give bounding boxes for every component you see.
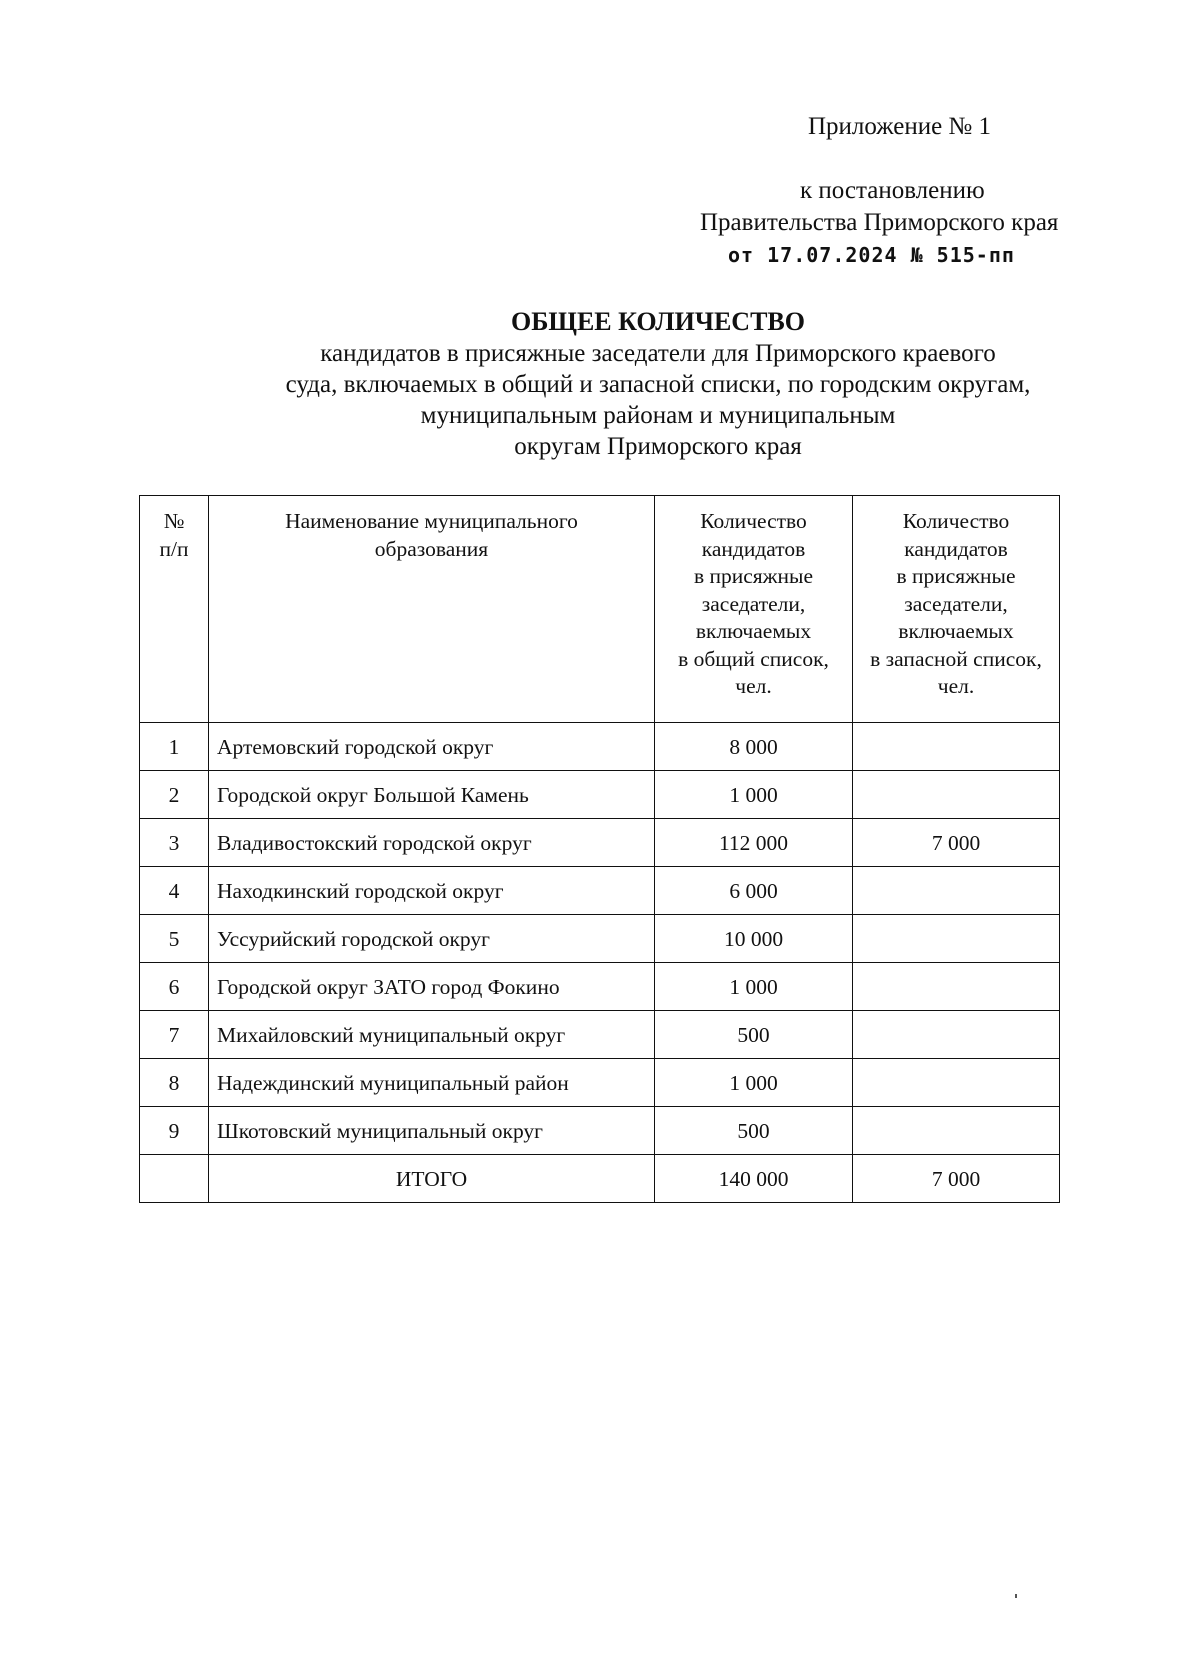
row-name: Михайловский муниципальный округ	[209, 1011, 655, 1059]
row-name: Надеждинский муниципальный район	[209, 1059, 655, 1107]
total-general: 140 000	[655, 1155, 853, 1203]
row-num: 9	[140, 1107, 209, 1155]
row-general: 8 000	[655, 723, 853, 771]
table-row	[140, 771, 1060, 819]
table-row	[140, 915, 1060, 963]
row-num: 3	[140, 819, 209, 867]
row-name: Находкинский городской округ	[209, 867, 655, 915]
row-reserve	[853, 1059, 1060, 1107]
header-num: № п/п	[140, 496, 209, 723]
table-row	[140, 723, 1060, 771]
row-general: 1 000	[655, 771, 853, 819]
subtitle-line: муниципальным районам и муниципальным	[420, 402, 896, 429]
row-name: Городской округ ЗАТО город Фокино	[209, 963, 655, 1011]
row-name: Городской округ Большой Камень	[209, 771, 655, 819]
row-general: 500	[655, 1107, 853, 1155]
row-name: Артемовский городской округ	[209, 723, 655, 771]
row-num: 4	[140, 867, 209, 915]
scan-speck	[1015, 1594, 1017, 1598]
header-reserve: Количество кандидатов в присяжные заседатели, включаемых в запасной список, чел.	[853, 496, 1060, 723]
row-num: 1	[140, 723, 209, 771]
row-reserve	[853, 723, 1060, 771]
row-num: 7	[140, 1011, 209, 1059]
row-reserve	[853, 915, 1060, 963]
header-name: Наименование муниципального образования	[209, 496, 655, 723]
table-row	[140, 1107, 1060, 1155]
row-general: 6 000	[655, 867, 853, 915]
row-general: 1 000	[655, 963, 853, 1011]
appendix-label: Приложение № 1	[808, 113, 992, 140]
row-reserve	[853, 963, 1060, 1011]
table-header-row	[140, 496, 1060, 723]
row-general: 500	[655, 1011, 853, 1059]
row-reserve	[853, 1107, 1060, 1155]
decree-reference: к постановлению	[800, 177, 985, 204]
decree-date-number: от 17.07.2024 № 515-пп	[728, 243, 1015, 267]
row-reserve	[853, 771, 1060, 819]
table-row	[140, 867, 1060, 915]
subtitle-line: кандидатов в присяжные заседатели для Приморского краевого	[320, 340, 996, 367]
row-name: Владивостокский городской округ	[209, 819, 655, 867]
row-name: Шкотовский муниципальный округ	[209, 1107, 655, 1155]
row-general: 10 000	[655, 915, 853, 963]
document-subtitle	[200, 338, 1116, 462]
government-name: Правительства Приморского края	[700, 209, 1059, 236]
row-general: 112 000	[655, 819, 853, 867]
row-general: 1 000	[655, 1059, 853, 1107]
row-reserve	[853, 867, 1060, 915]
table-row	[140, 819, 1060, 867]
table-row	[140, 1011, 1060, 1059]
total-reserve: 7 000	[853, 1155, 1060, 1203]
row-num: 8	[140, 1059, 209, 1107]
total-label: ИТОГО	[209, 1155, 655, 1203]
document-title: ОБЩЕЕ КОЛИЧЕСТВО	[511, 307, 805, 336]
total-row	[140, 1155, 1060, 1203]
total-num	[140, 1155, 209, 1203]
candidates-table	[139, 495, 1060, 1203]
row-num: 2	[140, 771, 209, 819]
table-row	[140, 1059, 1060, 1107]
subtitle-line: округам Приморского края	[514, 433, 802, 460]
row-name: Уссурийский городской округ	[209, 915, 655, 963]
row-reserve	[853, 1011, 1060, 1059]
row-num: 6	[140, 963, 209, 1011]
row-reserve: 7 000	[853, 819, 1060, 867]
subtitle-line: суда, включаемых в общий и запасной списки, по городским округам,	[285, 371, 1031, 398]
table-row	[140, 963, 1060, 1011]
row-num: 5	[140, 915, 209, 963]
header-general: Количество кандидатов в присяжные заседатели, включаемых в общий список, чел.	[655, 496, 853, 723]
